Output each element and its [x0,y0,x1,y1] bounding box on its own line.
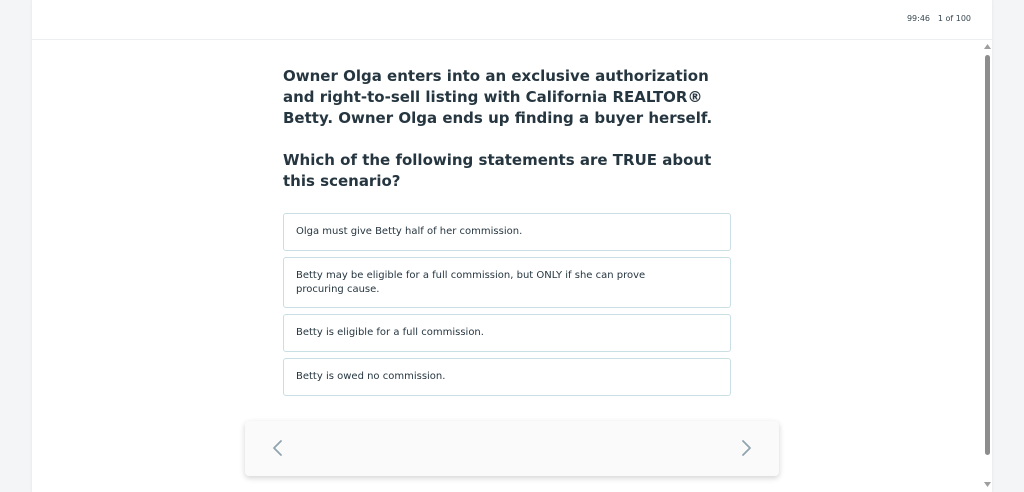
exam-page [32,0,992,492]
answer-option-label: Olga must give Betty half of her commission. [296,226,523,237]
scroll-down-arrow-icon[interactable] [983,480,992,489]
answer-option-2[interactable] [283,257,731,308]
timer: 99:46 [906,14,930,23]
previous-question-button[interactable] [265,435,289,461]
answer-option-3[interactable] [283,314,731,352]
question-text: Owner Olga enters into an exclusive authorization and right-to-sell listing with California REALTOR® Betty. Owner Olga ends up finding a buyer herself. [283,67,713,127]
question-navigation [245,421,779,476]
chevron-left-icon [271,439,283,457]
question-progress: 1 of 100 [937,14,971,23]
page-scrollbar[interactable] [983,40,992,492]
question-prompt: Which of the following statements are TRUE about this scenario? [283,151,712,190]
answer-option-label: Betty is owed no commission. [296,371,446,382]
answer-option-1[interactable] [283,213,731,251]
chevron-right-icon [741,439,753,457]
answer-option-label: Betty is eligible for a full commission. [296,327,484,338]
scroll-up-arrow-icon[interactable] [983,42,992,51]
scrollbar-thumb[interactable] [985,55,990,455]
top-bar [32,0,992,40]
answer-option-label: Betty may be eligible for a full commission, but ONLY if she can prove procuring cause. [296,269,646,295]
answer-option-4[interactable] [283,358,731,396]
next-question-button[interactable] [735,435,759,461]
